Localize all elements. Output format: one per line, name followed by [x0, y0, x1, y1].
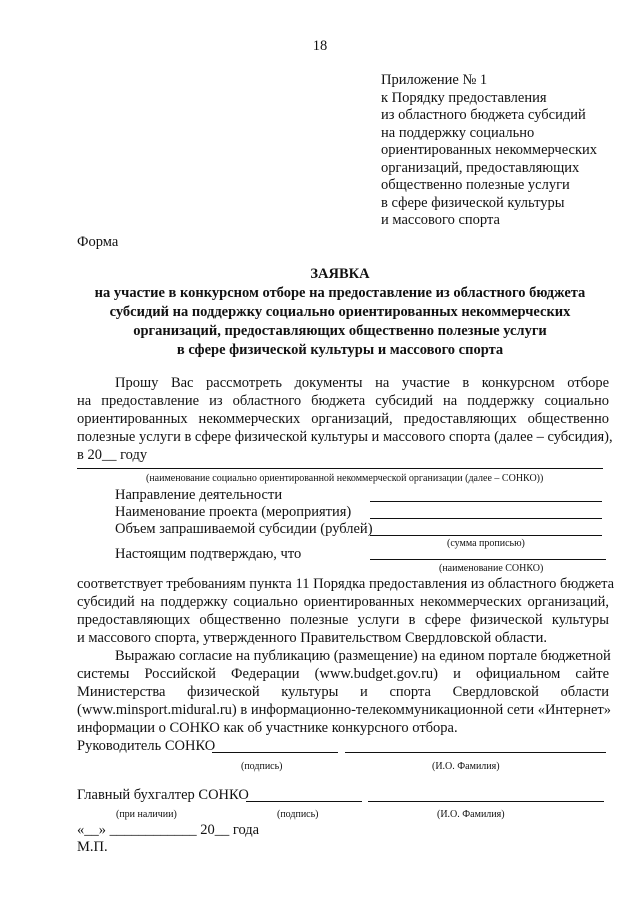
paragraph1-line: Прошу Вас рассмотреть документы на участие в конкурсном отборе: [115, 375, 609, 391]
appendix-line: общественно полезные услуги: [381, 177, 570, 193]
paragraph3-line: Министерства физической культуры и спорта Свердловской области: [77, 684, 609, 700]
head-name-caption: (И.О. Фамилия): [432, 761, 500, 772]
appendix-line: ориентированных некоммерческих: [381, 142, 598, 158]
appendix-line: организаций, предоставляющих: [381, 159, 580, 176]
page-number: 18: [312, 38, 328, 54]
direction-line[interactable]: [370, 501, 602, 502]
confirm-line[interactable]: [370, 559, 606, 560]
appendix-line: Приложение № 1: [381, 72, 488, 88]
amount-caption: (сумма прописью): [447, 538, 525, 549]
stamp-label: М.П.: [77, 839, 108, 855]
appendix-line: и массового спорта: [381, 212, 500, 228]
paragraph1-line: в 20__ году: [77, 447, 148, 463]
accountant-if-any-caption: (при наличии): [116, 809, 177, 820]
paragraph3-line: (www.minsport.midural.ru) в информационно-телекоммуникационной сети «Интернет»: [77, 702, 612, 718]
paragraph3-line: системы Российской Федерации (www.budget.gov.ru) и официальном сайте: [77, 666, 609, 682]
paragraph3-line: Выражаю согласие на публикацию (размещение) на едином портале бюджетной: [115, 648, 611, 664]
org-name-caption: (наименование социально ориентированной некоммерческой организации (далее – СОНКО)): [146, 473, 544, 484]
accountant-name-caption: (И.О. Фамилия): [437, 809, 505, 820]
confirm-label: Настоящим подтверждаю, что: [115, 546, 302, 562]
confirm-caption: (наименование СОНКО): [439, 563, 544, 574]
head-signature-caption: (подпись): [241, 761, 283, 772]
amount-label: Объем запрашиваемой субсидии (рублей): [115, 521, 373, 537]
title-line: в сфере физической культуры и массового спорта: [176, 342, 504, 358]
date-line: «__» ____________ 20__ года: [77, 822, 260, 838]
head-name-line[interactable]: [345, 752, 606, 753]
direction-label: Направление деятельности: [115, 487, 283, 503]
head-signature-line[interactable]: [212, 752, 338, 753]
document-title: [60, 265, 620, 360]
title-line: субсидий на поддержку социально ориентированных некоммерческих: [109, 304, 571, 320]
accountant-name-line[interactable]: [368, 801, 604, 802]
paragraph1-line: полезные услуги в сфере физической культуры и массового спорта (далее – субсидия),: [77, 429, 613, 445]
title-line: организаций, предоставляющих общественно полезные услуги: [133, 323, 547, 339]
appendix-line: к Порядку предоставления: [381, 89, 547, 106]
paragraph2-line: предоставляющих общественно полезные услуги в сфере физической культуры: [77, 612, 609, 628]
appendix-line: из областного бюджета субсидий: [381, 107, 586, 123]
accountant-signature-line[interactable]: [246, 801, 362, 802]
appendix-block: [381, 72, 597, 230]
project-line[interactable]: [370, 518, 602, 519]
project-label: Наименование проекта (мероприятия): [115, 504, 352, 520]
form-label: Форма: [77, 234, 119, 250]
paragraph2-line: субсидий на поддержку социально ориентированных некоммерческих организаций,: [77, 594, 609, 610]
paragraph3-line: информации о СОНКО как об участнике конкурсного отбора.: [77, 720, 458, 736]
head-label: Руководитель СОНКО: [77, 738, 216, 754]
org-name-line[interactable]: [77, 468, 603, 469]
title-heading: ЗАЯВКА: [310, 266, 370, 282]
appendix-line: в сфере физической культуры: [381, 194, 565, 211]
paragraph2-line: соответствует требованиям пункта 11 Порядка предоставления из областного бюджета: [77, 576, 615, 592]
title-line: на участие в конкурсном отборе на предоставление из областного бюджета: [94, 285, 586, 301]
accountant-label: Главный бухгалтер СОНКО: [77, 787, 249, 803]
accountant-signature-caption: (подпись): [277, 809, 319, 820]
paragraph1-line: на предоставление из областного бюджета субсидий на поддержку социально: [77, 393, 609, 409]
paragraph1-line: ориентированных некоммерческих организаций, предоставляющих общественно: [77, 411, 609, 427]
appendix-line: на поддержку социально: [381, 124, 535, 141]
paragraph2-line: и массового спорта, утвержденного Правительством Свердловской области.: [77, 630, 547, 646]
amount-line[interactable]: [370, 535, 602, 536]
